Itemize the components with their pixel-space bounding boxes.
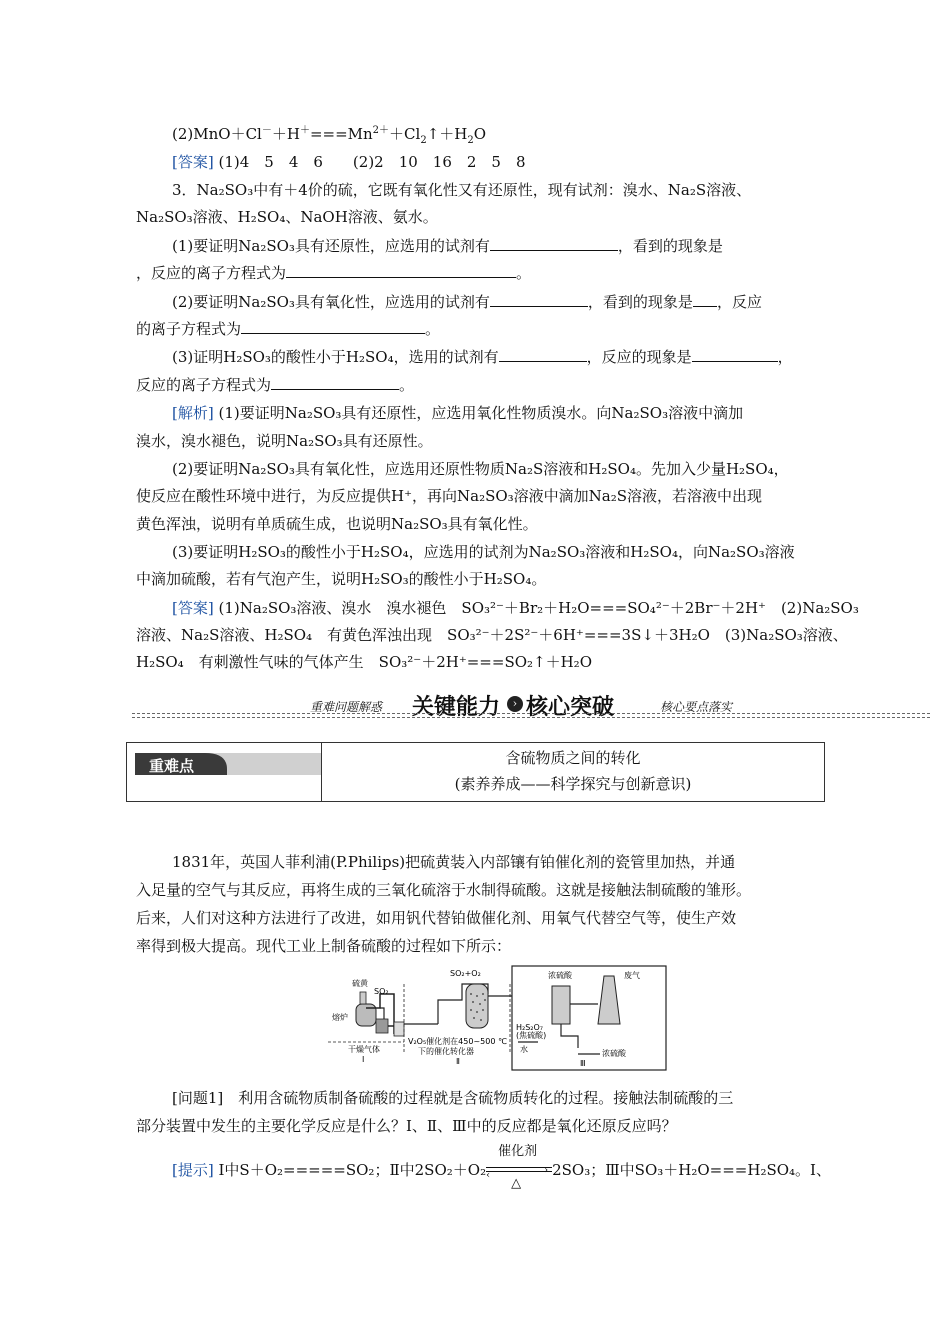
- answer-blank[interactable]: [490, 236, 618, 251]
- label-catalyst-1: V₂O₅催化剂在450~500 ℃: [408, 1037, 507, 1046]
- intro-line1: 1831年，英国人菲利浦(P.Philips)把硫黄装入内部镶有铂催化剂的瓷管里加热，并通: [172, 853, 736, 871]
- label-furnace: 熔炉: [332, 1013, 348, 1022]
- banner-right: 核心要点落实: [660, 700, 733, 714]
- answer-blank[interactable]: [692, 347, 778, 362]
- q3-line2: Na₂SO₃溶液、H₂SO₄、NaOH溶液、氨水。: [136, 208, 438, 226]
- answer-blank[interactable]: [499, 347, 587, 362]
- hint-line: [提示] Ⅰ中S＋O₂=====SO₂；Ⅱ中2SO₂＋O₂ 催化剂 › ‹ △ 2SO₃；Ⅲ中SO₃＋H₂O===H₂SO₄。Ⅰ、: [172, 1144, 831, 1191]
- banner-main-2: 核心突破: [526, 695, 615, 720]
- q2-equation: $(2)MnO+Cl^-+H^+===Mn^{2+}+Cl_2↑+H_2O$: [172, 125, 487, 146]
- section-banner: [132, 690, 930, 720]
- keypoint-box: [126, 742, 825, 802]
- analysis-line7: 中滴加硫酸，若有气泡产生，说明H₂SO₃的酸性小于H₂SO₄。: [136, 570, 547, 588]
- q3-part3-cont: 反应的离子方程式为 。: [136, 376, 415, 394]
- label-water: 水: [520, 1045, 528, 1054]
- banner-arrow-icon: ›: [507, 696, 523, 712]
- stack: [598, 976, 620, 1024]
- answer-blank[interactable]: [693, 292, 717, 307]
- label-waste-gas: 废气: [624, 971, 640, 980]
- banner-left: 重难问题解惑: [310, 700, 383, 714]
- label-dry-gas: 干燥气体: [348, 1045, 380, 1054]
- answer-blank[interactable]: [271, 375, 399, 390]
- label-stage-2: Ⅱ: [456, 1057, 460, 1066]
- q3-line1: 3．Na₂SO₃中有＋4价的硫，它既有氧化性又有还原性，现有试剂：溴水、Na₂S溶液、: [172, 181, 752, 199]
- intro-line4: 率得到极大提高。现代工业上制备硫酸的过程如下所示：: [136, 937, 512, 955]
- label-so2-o2: SO₂+O₂: [450, 969, 481, 978]
- label-catalyst-2: 下的催化转化器: [418, 1047, 474, 1056]
- answer-1: [答案] (1)4 5 4 6 (2)2 10 16 2 5 8: [172, 153, 526, 171]
- question1-line2: 部分装置中发生的主要化学反应是什么？Ⅰ、Ⅱ、Ⅲ中的反应都是氧化还原反应吗？: [136, 1117, 677, 1135]
- q3-part1-cont: ，反应的离子方程式为 。: [136, 264, 532, 282]
- keypoint-title: 含硫物质之间的转化: [505, 749, 641, 767]
- q3-part2: (2)要证明Na₂SO₃具有氧化性，应选用的试剂有 ，看到的现象是 ，反应: [172, 293, 762, 311]
- analysis-line3: (2)要证明Na₂SO₃具有氧化性，应选用还原性物质Na₂S溶液和H₂SO₄。先加入少量H₂SO₄，: [172, 460, 789, 478]
- answer-tag: [答案]: [172, 153, 214, 171]
- answer-blank[interactable]: [490, 292, 588, 307]
- answer-blank[interactable]: [241, 319, 425, 334]
- label-conc-acid-2: 浓硫酸: [602, 1049, 626, 1058]
- keypoint-badge-label: 重难点: [149, 757, 195, 775]
- label-so2: SO₂: [374, 987, 389, 996]
- q3-part3: (3)证明H₂SO₃的酸性小于H₂SO₄，选用的试剂有 ，反应的现象是 ，: [172, 348, 793, 366]
- analysis-line5: 黄色浑浊，说明有单质硫生成，也说明Na₂SO₃具有氧化性。: [136, 515, 538, 533]
- reversible-arrow: 催化剂 › ‹ △: [486, 1160, 552, 1180]
- answer2-line1: [答案] (1)Na₂SO₃溶液、溴水 溴水褪色 SO₃²⁻＋Br₂＋H₂O===SO₄²⁻＋2Br⁻＋2H⁺ (2)Na₂SO₃: [172, 599, 859, 617]
- analysis-line2: 溴水，溴水褪色，说明Na₂SO₃具有还原性。: [136, 432, 433, 450]
- sulfuric-acid-process-diagram: [328, 964, 668, 1074]
- intro-line2: 入足量的空气与其反应，再将生成的三氧化硫溶于水制得硫酸。这就是接触法制硫酸的雏形。: [136, 881, 752, 899]
- intro-line3: 后来，人们对这种方法进行了改进，如用钒代替铂做催化剂、用氧气代替空气等，使生产效: [136, 909, 737, 927]
- hint-tag: [提示]: [172, 1161, 214, 1179]
- absorption-tower: [552, 986, 570, 1024]
- label-h2s2o7: H₂S₂O₇: [516, 1023, 544, 1032]
- banner-divider: [132, 717, 930, 718]
- label-stage-1: Ⅰ: [362, 1055, 365, 1064]
- label-conc-acid-1: 浓硫酸: [548, 971, 572, 980]
- keypoint-subtitle: (素养养成——科学探究与创新意识): [454, 775, 692, 793]
- question1-line1: [问题1] 利用含硫物质制备硫酸的过程就是含硫物质转化的过程。接触法制硫酸的三: [172, 1089, 734, 1107]
- label-stage-3: Ⅲ: [580, 1059, 586, 1068]
- answer-tag: [答案]: [172, 599, 214, 617]
- q3-part2-cont: 的离子方程式为 。: [136, 320, 441, 338]
- answer2-line3: H₂SO₄ 有刺激性气味的气体产生 SO₃²⁻＋2H⁺===SO₂↑＋H₂O: [136, 653, 592, 671]
- analysis-line1: [解析] (1)要证明Na₂SO₃具有还原性，应选用氧化性物质溴水。向Na₂SO₃溶液中滴加: [172, 404, 744, 422]
- analysis-tag: [解析]: [172, 404, 214, 422]
- banner-divider: [132, 713, 930, 714]
- answer-blank[interactable]: [286, 263, 516, 278]
- label-sulfur: 硫黄: [352, 979, 368, 988]
- q3-part1: (1)要证明Na₂SO₃具有还原性，应选用的试剂有 ，看到的现象是: [172, 237, 723, 255]
- answer2-line2: 溶液、Na₂S溶液、H₂SO₄ 有黄色浑浊出现 SO₃²⁻＋2S²⁻＋6H⁺===3S↓＋3H₂O (3)Na₂SO₃溶液、: [136, 626, 848, 644]
- analysis-line6: (3)要证明H₂SO₃的酸性小于H₂SO₄，应选用的试剂为Na₂SO₃溶液和H₂SO₄，向Na₂SO₃溶液: [172, 543, 795, 561]
- label-fuming: (焦硫酸): [516, 1031, 547, 1040]
- analysis-line4: 使反应在酸性环境中进行，为反应提供H⁺，再向Na₂SO₃溶液中滴加Na₂S溶液，若溶液中出现: [136, 487, 763, 505]
- banner-main-1: 关键能力: [412, 695, 501, 720]
- catalytic-converter: [466, 984, 488, 1028]
